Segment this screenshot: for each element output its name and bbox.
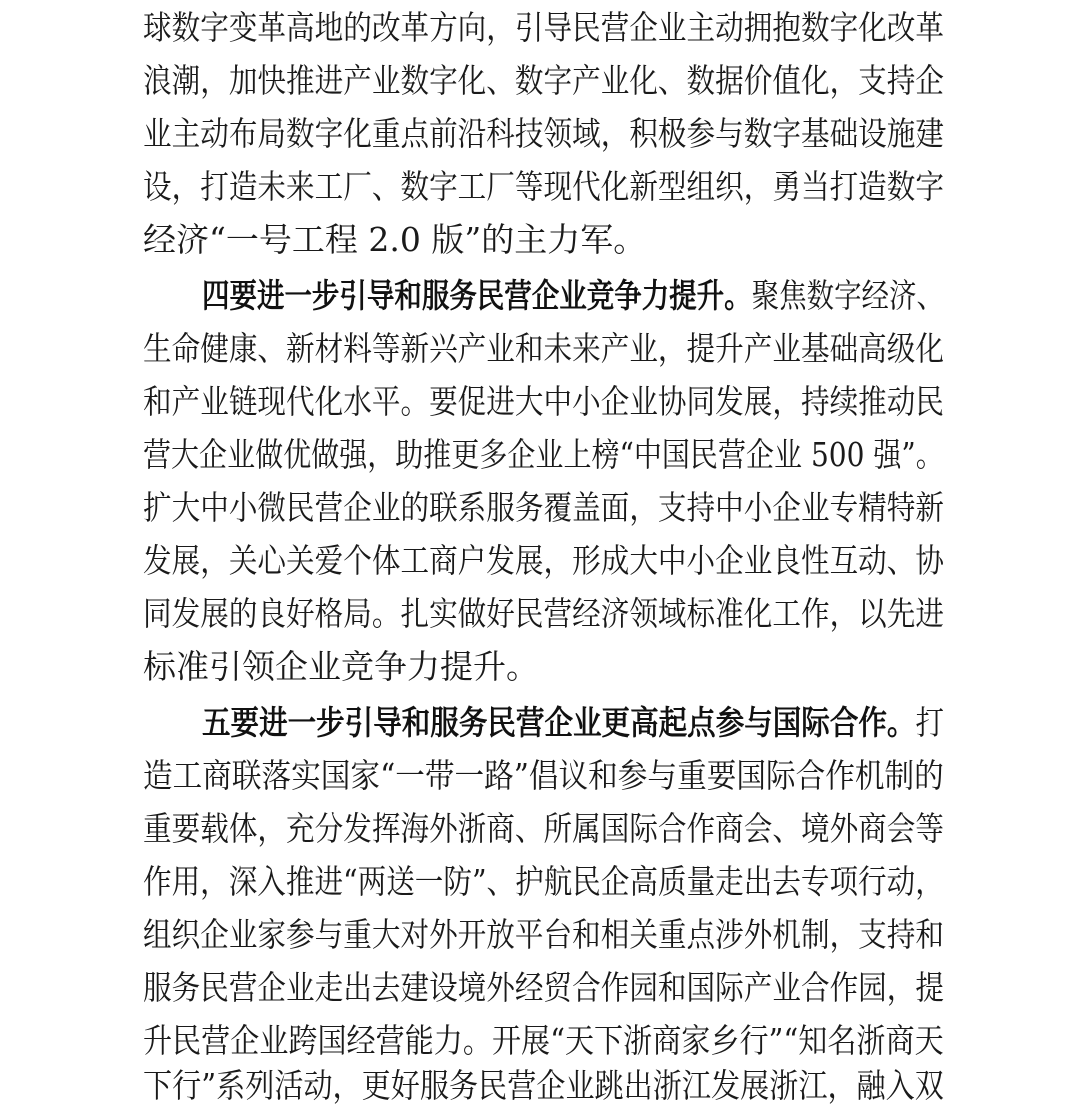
paragraph-lead-heading: 四要进一步引导和服务民营企业竞争力提升。 bbox=[202, 276, 752, 315]
text-line bbox=[202, 701, 944, 745]
text-line: 生命健康、新材料等新兴产业和未来产业，提升产业基础高级化 bbox=[143, 329, 944, 368]
text-segment: 打 bbox=[915, 703, 944, 742]
text-line: 造工商联落实国家“一带一路”倡议和参与重要国际合作机制的 bbox=[143, 756, 944, 795]
paragraph-lead-heading: 五要进一步引导和服务民营企业更高起点参与国际合作。 bbox=[202, 703, 916, 742]
text-line: 业主动布局数字化重点前沿科技领域，积极参与数字基础设施建 bbox=[143, 114, 944, 153]
text-line: 经济“一号工程 2.0 版”的主力军。 bbox=[143, 220, 647, 259]
text-line: 作用，深入推进“两送一防”、护航民企高质量走出去专项行动， bbox=[143, 862, 944, 901]
text-line: 同发展的良好格局。扎实做好民营经济领域标准化工作，以先进 bbox=[143, 594, 944, 633]
text-line: 设，打造未来工厂、数字工厂等现代化新型组织，勇当打造数字 bbox=[143, 167, 944, 206]
text-line: 下行”系列活动，更好服务民营企业跳出浙江发展浙江，融入双 bbox=[143, 1066, 944, 1105]
text-line: 球数字变革高地的改革方向，引导民营企业主动拥抱数字化改革 bbox=[143, 8, 944, 47]
text-line: 营大企业做优做强，助推更多企业上榜“中国民营企业 500 强”。 bbox=[143, 435, 944, 474]
text-line: 重要载体，充分发挥海外浙商、所属国际合作商会、境外商会等 bbox=[143, 809, 944, 848]
text-line: 服务民营企业走出去建设境外经贸合作园和国际产业合作园，提 bbox=[143, 968, 944, 1007]
text-line: 浪潮，加快推进产业数字化、数字产业化、数据价值化，支持企 bbox=[143, 61, 944, 100]
text-line: 组织企业家参与重大对外开放平台和相关重点涉外机制，支持和 bbox=[143, 915, 944, 954]
text-line bbox=[202, 274, 944, 318]
text-line: 扩大中小微民营企业的联系服务覆盖面，支持中小企业专精特新 bbox=[143, 488, 944, 527]
text-line: 升民营企业跨国经营能力。开展“天下浙商家乡行”“知名浙商天 bbox=[143, 1021, 944, 1060]
text-line: 标准引领企业竞争力提升。 bbox=[143, 647, 539, 686]
text-line: 发展，关心关爱个体工商户发展，形成大中小企业良性互动、协 bbox=[143, 541, 944, 580]
text-line: 和产业链现代化水平。要促进大中小企业协同发展，持续推动民 bbox=[143, 382, 944, 421]
text-segment: 聚焦数字经济、 bbox=[751, 276, 944, 315]
